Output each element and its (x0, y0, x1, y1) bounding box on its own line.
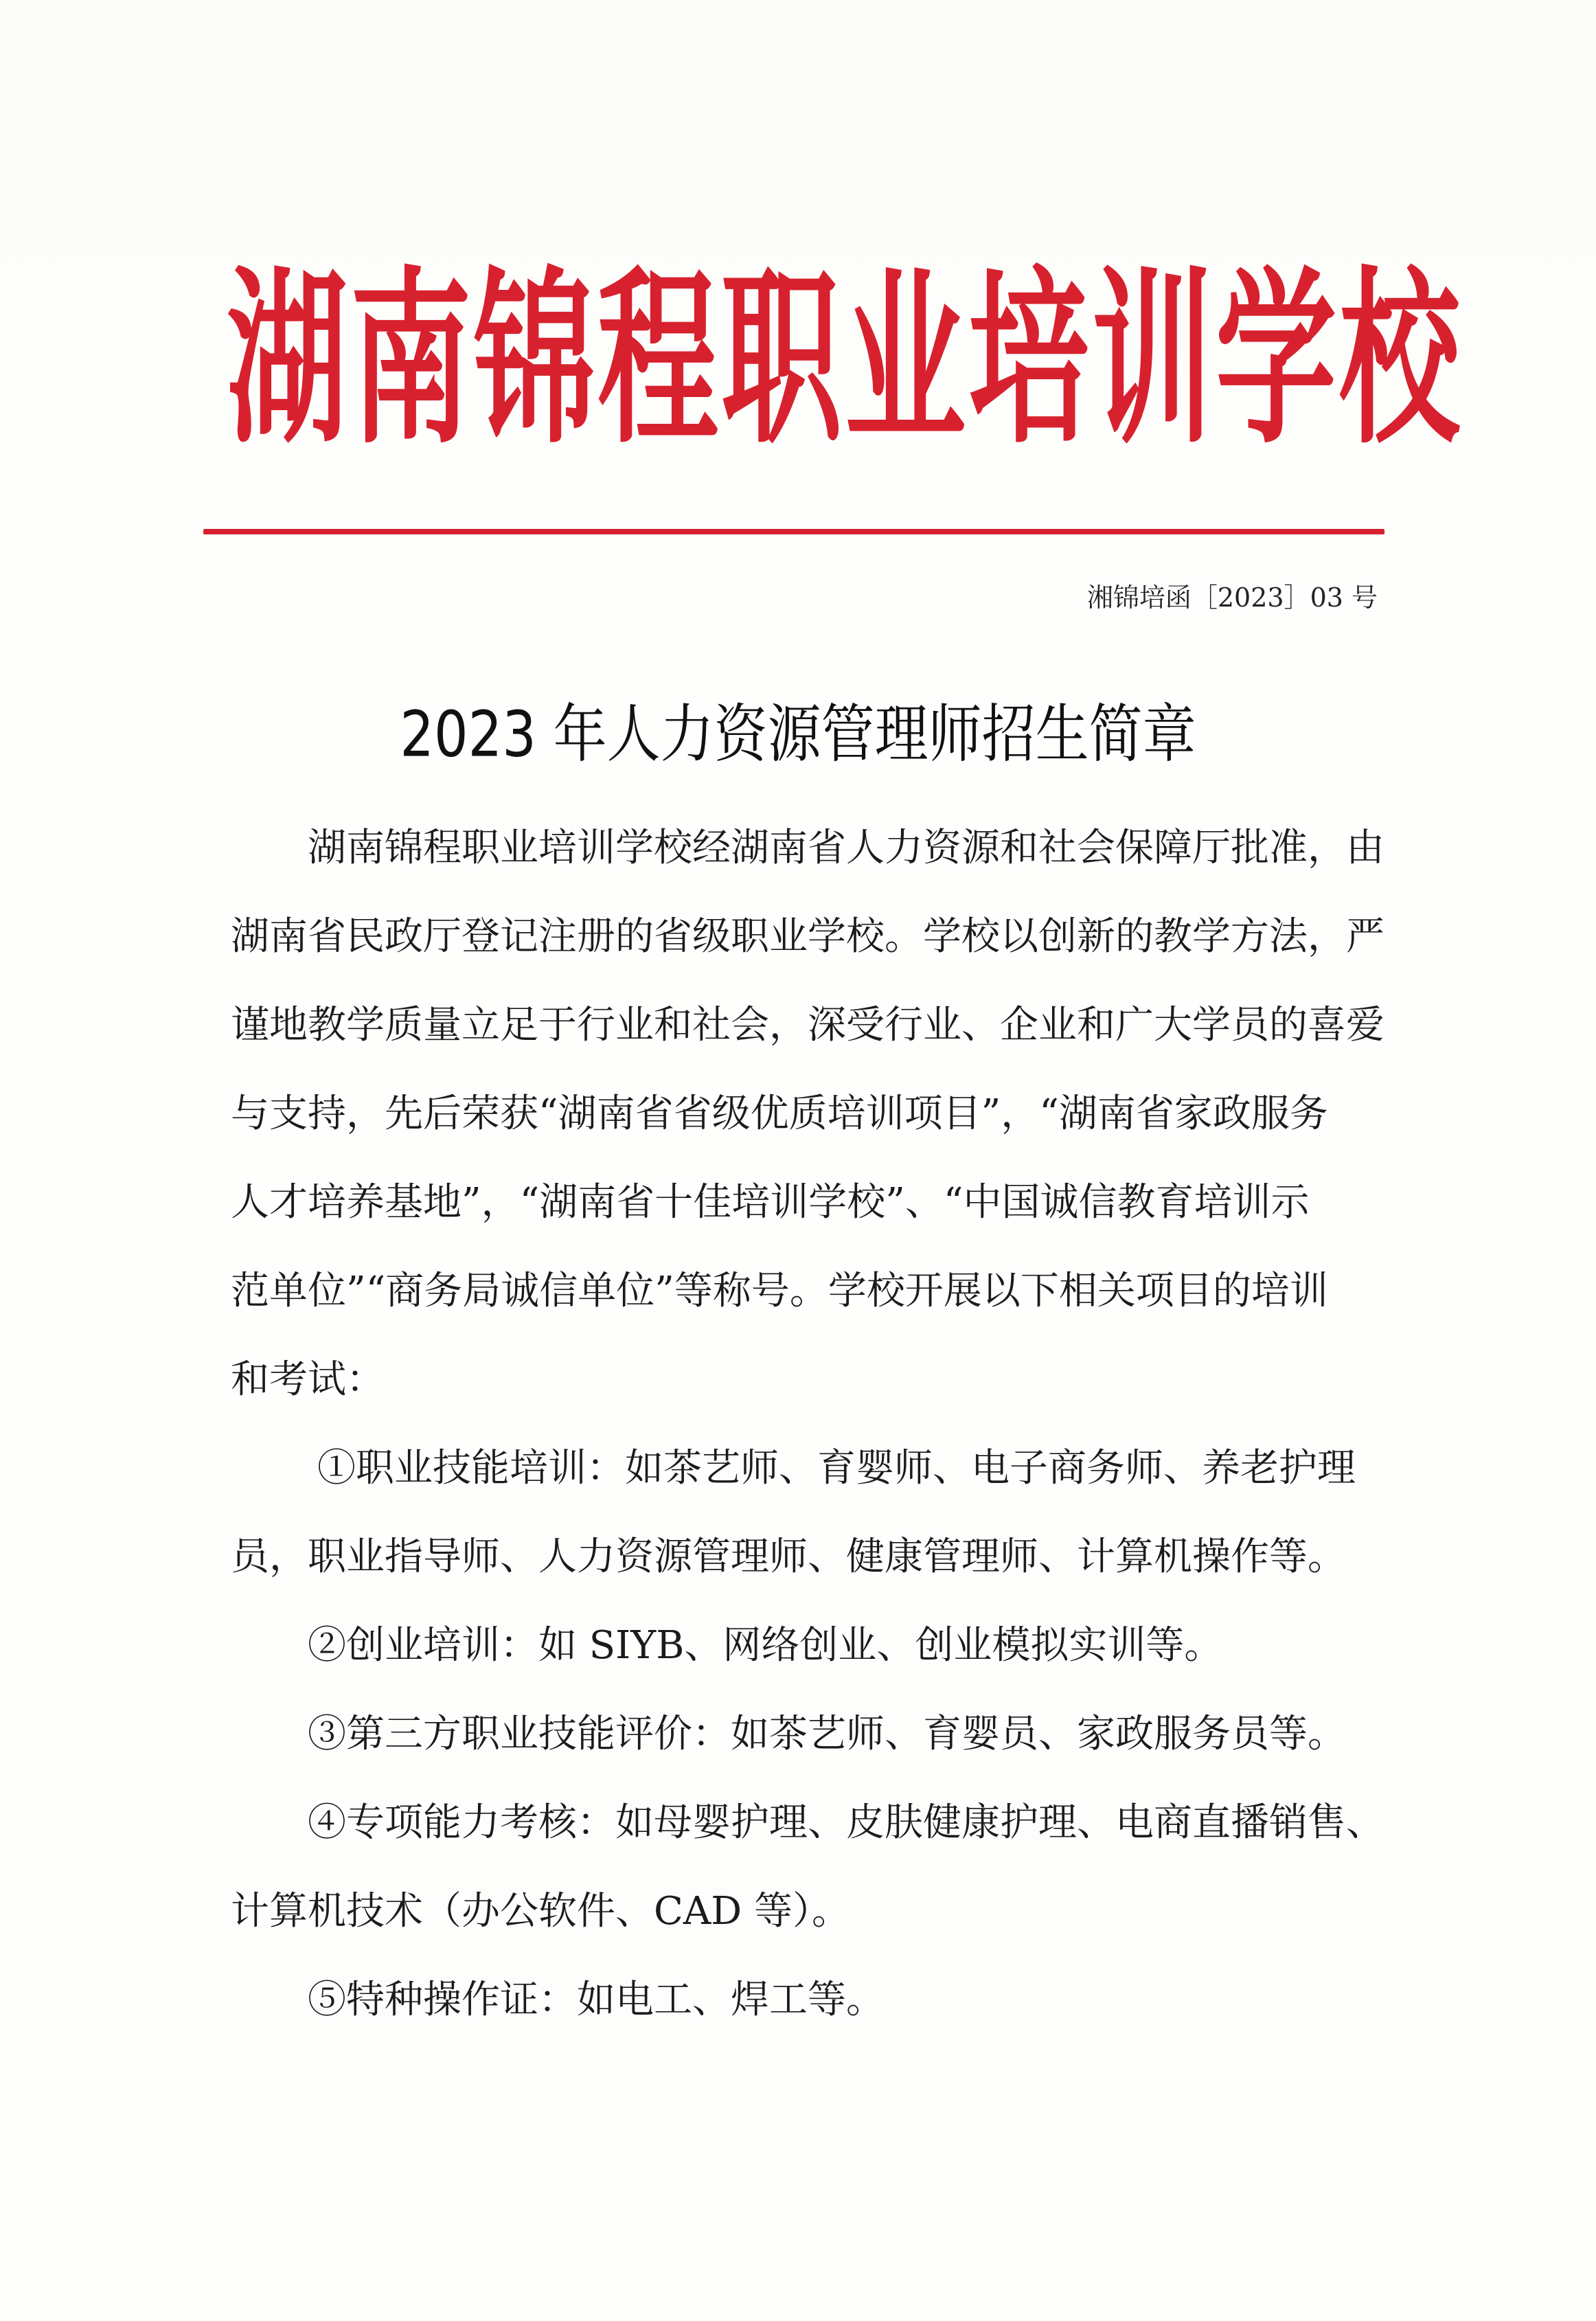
list-item-line: ⑤特种操作证：如电工、焊工等。 (308, 1978, 885, 2022)
list-item-line: ①职业技能培训：如茶艺师、育婴师、电子商务师、养老护理 (317, 1446, 1356, 1491)
intro-line: 和考试： (231, 1357, 385, 1402)
letterhead-school-name: 湖南锦程职业培训学校 (227, 251, 1463, 470)
list-item-special-operation-certificate (231, 1956, 1371, 2044)
list-item-skill-evaluation (231, 1690, 1371, 1778)
letterhead-red-rule (203, 529, 1384, 534)
document-number: 湘锦培函［2023］03 号 (1086, 582, 1378, 613)
list-item-line: ④专项能力考核：如母婴护理、皮肤健康护理、电商直播销售、 (308, 1800, 1384, 1845)
intro-line: 谨地教学质量立足于行业和社会，深受行业、企业和广大学员的喜爱 (231, 1003, 1384, 1048)
intro-line: 与支持，先后荣获“湖南省省级优质培训项目”，“湖南省家政服务 (231, 1091, 1328, 1136)
list-item-line: ②创业培训：如 SIYB、网络创业、创业模拟实训等。 (308, 1623, 1223, 1668)
document-body (231, 804, 1384, 2044)
list-item-line: 计算机技术（办公软件、CAD 等）。 (231, 1889, 850, 1934)
intro-line: 人才培养基地”，“湖南省十佳培训学校”、“中国诚信教育培训示 (231, 1180, 1310, 1225)
document-title: 2023 年人力资源管理师招生简章 (400, 698, 1196, 772)
list-item-line: ③第三方职业技能评价：如茶艺师、育婴员、家政服务员等。 (308, 1712, 1346, 1756)
intro-line: 湖南锦程职业培训学校经湖南省人力资源和社会保障厅批准，由 (308, 826, 1384, 870)
list-item-entrepreneurship-training (231, 1601, 1371, 1690)
list-item-vocational-training (231, 1424, 1371, 1601)
intro-line: 湖南省民政厅登记注册的省级职业学校。学校以创新的教学方法，严 (231, 914, 1384, 959)
list-item-line: 员，职业指导师、人力资源管理师、健康管理师、计算机操作等。 (231, 1535, 1346, 1579)
list-item-special-ability-assessment (231, 1778, 1384, 1956)
intro-paragraph (231, 804, 1384, 1424)
intro-line: 范单位”“商务局诚信单位”等称号。学校开展以下相关项目的培训 (231, 1269, 1328, 1313)
